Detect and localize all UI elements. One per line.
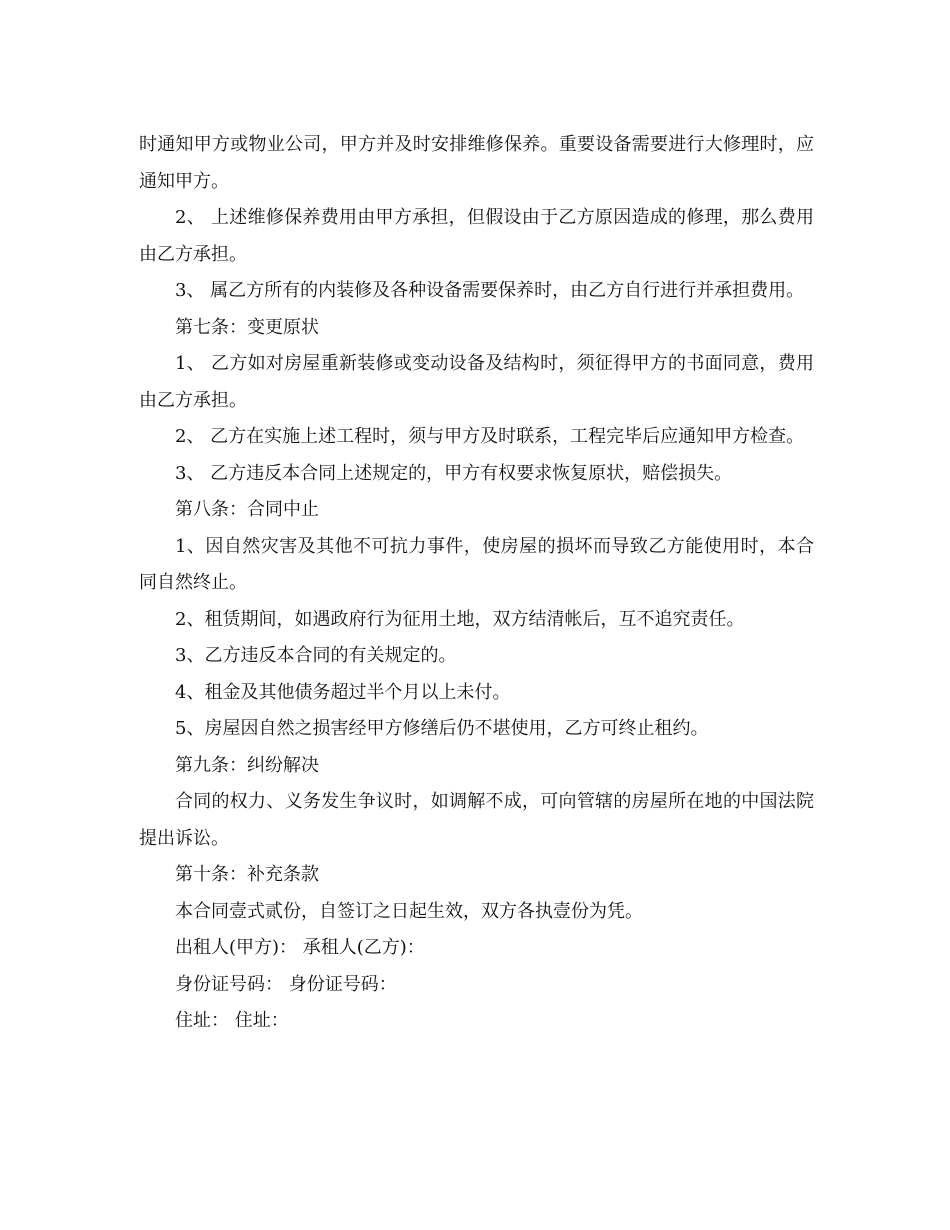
paragraph-land-requisition: 2、租赁期间，如遇政府行为征用土地，双方结清帐后，互不追究责任。 [175,608,745,630]
section-heading-article-9: 第九条：纠纷解决 [175,754,319,776]
paragraph-construction-contact: 2、 乙方在实施上述工程时，须与甲方及时联系，工程完毕后应通知甲方检查。 [175,426,805,447]
paragraph-contract-violation: 3、乙方违反本合同的有关规定的。 [175,645,457,666]
paragraph-violation-restore: 3、 乙方违反本合同上述规定的，甲方有权要求恢复原状，赔偿损失。 [175,462,733,484]
paragraph-unpaid-rent: 4、租金及其他债务超过半个月以上未付。 [175,681,511,703]
signature-line-parties: 出租人(甲方)： 承租人(乙方)： [175,937,425,958]
paragraph-force-majeure: 1、因自然灾害及其他不可抗力事件，使房屋的损坏而导致乙方能使用时，本合同自然终止。 [139,535,814,593]
paragraph-maintenance-notice: 时通知甲方或物业公司，甲方并及时安排维修保养。重要设备需要进行大修理时，应通知甲方。 [139,134,814,192]
paragraph-unusable-house: 5、房屋因自然之损害经甲方修缮后仍不堪使用，乙方可终止租约。 [175,718,709,739]
paragraph-copies-effective: 本合同壹式贰份，自签订之日起生效，双方各执壹份为凭。 [175,900,643,922]
paragraph-interior-maintenance: 3、 属乙方所有的内装修及各种设备需要保养时，由乙方自行进行并承担费用。 [175,280,805,301]
paragraph-dispute-resolution: 合同的权力、义务发生争议时，如调解不成，可向管辖的房屋所在地的中国法院提出诉讼。 [139,791,814,849]
paragraph-maintenance-cost: 2、 上述维修保养费用由甲方承担，但假设由于乙方原因造成的修理，那么费用由乙方承担。 [139,207,814,265]
section-heading-article-8: 第八条：合同中止 [175,499,319,520]
section-heading-article-7: 第七条：变更原状 [175,316,319,338]
section-heading-article-10: 第十条：补充条款 [175,864,319,885]
document-body [139,127,814,1040]
signature-line-id-numbers: 身份证号码： 身份证号码： [175,973,397,995]
signature-line-addresses: 住址： 住址： [175,1010,289,1031]
paragraph-renovation-consent: 1、 乙方如对房屋重新装修或变动设备及结构时，须征得甲方的书面同意，费用由乙方承担。 [139,353,814,411]
